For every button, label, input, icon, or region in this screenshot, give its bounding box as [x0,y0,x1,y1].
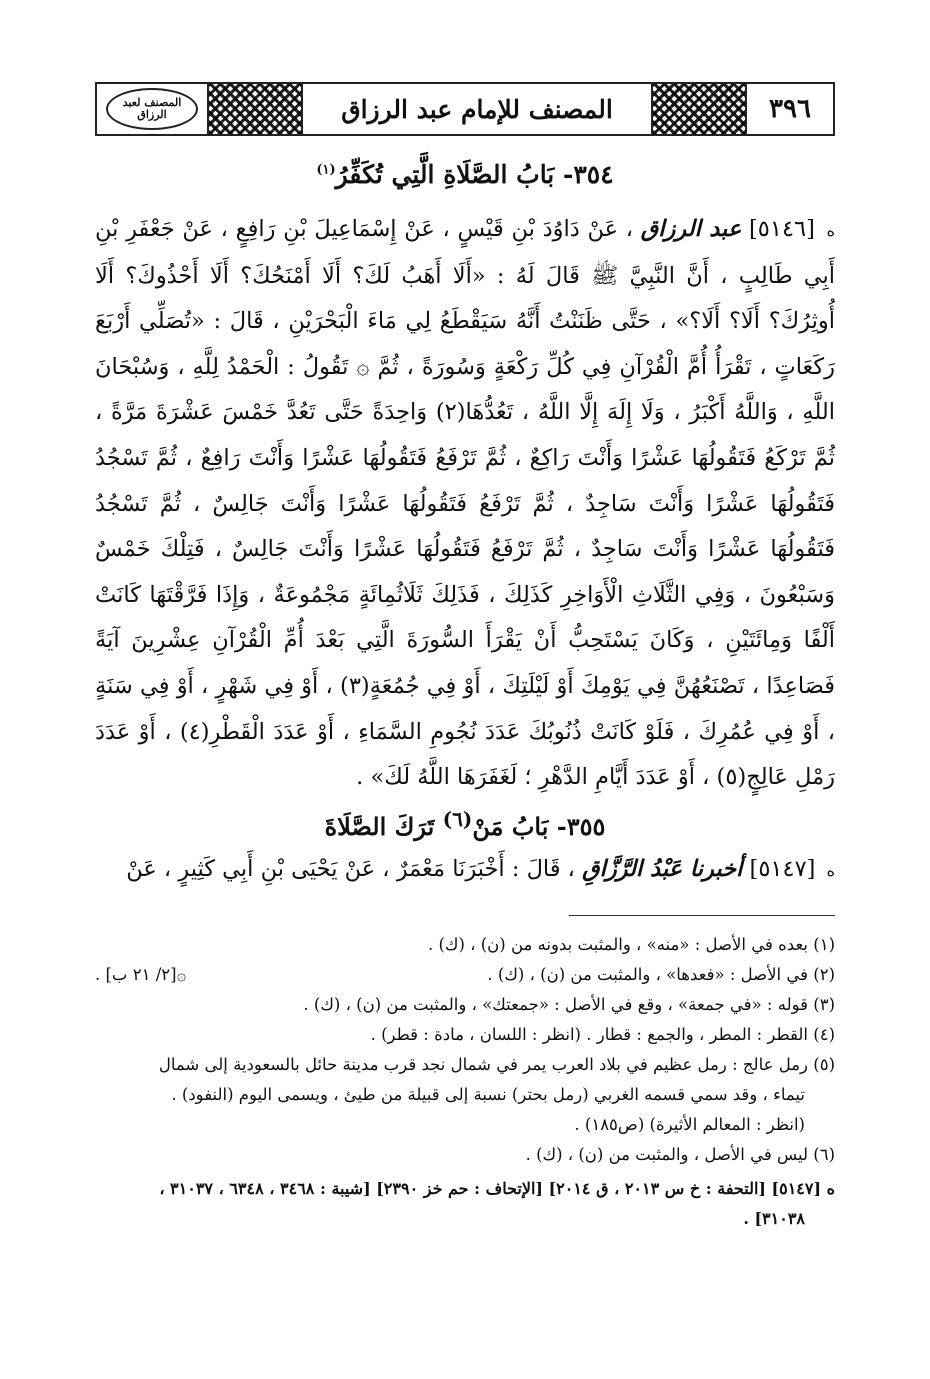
seal-logo [97,84,209,134]
book-title: المصنف للإمام عبد الرزاق [341,94,613,124]
hadith-marker: ه [826,221,836,240]
chapter-355-title-before: ٣٥٥- بَابُ مَنْ [472,811,606,841]
ornament-right [651,84,745,134]
footnotes [95,930,835,1170]
hadith-text: ، عَنْ دَاوُدَ بْنِ قَيْسٍ ، عَنْ إِسْمَاعِيلَ بْنِ رَافِعٍ ، عَنْ جَعْفَرِ بْنِ أَبِي طَالِبٍ ، أَنَّ النَّبِيَّ ﷺ قَالَ لَهُ : «أَلَا أَهَبُ لَكَ؟ أَلَا أَمْنَحُكَ؟ أَلَا أَحْذُوكَ؟ أَلَا أُوثِرُكَ؟ أَلَا؟ أَلَا؟» ، حَتَّى ظَنَنْتُ أَنَّهُ سَيَقْطَعُ لِي مَاءَ الْبَحْرَيْنِ ، قَالَ : «تُصَلِّي أَرْبَعَ رَكَعَاتٍ ، تَقْرَأُ أُمَّ الْقُرْآنِ فِي كُلِّ رَكْعَةٍ وَسُورَةً ، ثُمَّ ۞ تَقُولُ : الْحَمْدُ لِلَّهِ ، وَسُبْحَانَ اللَّهِ ، وَاللَّهُ أَكْبَرُ ، وَلَا إِلَهَ إِلَّا اللَّهُ ، تَعُدُّهَا(٢) وَاحِدَةً حَتَّى تَعُدَّ خَمْسَ عَشْرَةَ مَرَّةً ، ثُمَّ تَرْكَعُ فَتَقُولُهَا عَشْرًا وَأَنْتَ رَاكِعٌ ، ثُمَّ تَرْفَعُ فَتَقُولُهَا عَشْرًا وَأَنْتَ رَافِعٌ ، ثُمَّ تَسْجُدُ فَتَقُولُهَا عَشْرًا وَأَنْتَ سَاجِدٌ ، ثُمَّ تَرْفَعُ فَتَقُولُهَا عَشْرًا وَأَنْتَ جَالِسٌ ، ثُمَّ تَسْجُدُ فَتَقُولُهَا عَشْرًا وَأَنْتَ سَاجِدٌ ، ثُمَّ تَرْفَعُ فَتَقُولُهَا عَشْرًا وَأَنْتَ جَالِسٌ ، فَتِلْكَ خَمْسٌ وَسَبْعُونَ ، وَفِي الثَّلَاثِ الْأَوَاخِرِ كَذَلِكَ ، فَذَلِكَ ثَلَاثُمِائَةٍ مَجْمُوعَةٌ ، وَإِذَا فَرَّقْتَهَا كَانَتْ أَلْفًا وَمِائَتَيْنِ ، وَكَانَ يَسْتَحِبُّ أَنْ يَقْرَأَ السُّورَةَ الَّتِي بَعْدَ أُمِّ الْقُرْآنِ عِشْرِينَ آيَةً فَصَاعِدًا ، تَصْنَعُهُنَّ فِي يَوْمِكَ أَوْ لَيْلَتِكَ ، أَوْ فِي جُمُعَةٍ(٣) ، أَوْ فِي شَهْرٍ ، أَوْ فِي سَنَةٍ ، أَوْ فِي عُمُرِكَ ، فَلَوْ كَانَتْ ذُنُوبُكَ عَدَدَ نُجُومِ السَّمَاءِ ، أَوْ عَدَدَ الْقَطْرِ(٤) ، أَوْ عَدَدَ رَمْلِ عَالِجٍ(٥) ، أَوْ عَدَدَ أَيَّامِ الدَّهْرِ ؛ لَغَفَرَهَا اللَّهُ لَكَ» . [95,216,836,791]
ornament-left [209,84,303,134]
hadith-number: [٥١٤٦] [749,216,815,242]
footnote-3: (٣) قوله : «في جمعة» ، وقع في الأصل : «جمعتك» ، والمثبت من (ن) ، (ك) . [303,994,835,1014]
chapter-355-title-after: تَرَكَ الصَّلَاةَ [324,811,435,841]
running-header [95,82,835,136]
footnote-4: (٤) القطر : المطر ، والجمع : قطار . (انظر : اللسان ، مادة : قطر) . [370,1024,835,1044]
chapter-355-note: (٦) [442,806,473,831]
hadith-marker: ه [826,860,835,880]
footnote-divider [569,915,835,916]
footnote-2: (٢) في الأصل : «فعدها» ، والمثبت من (ن) ، (ك) . [487,964,835,984]
page-number: ٣٩٦ [745,84,833,134]
hadith-5147 [95,847,835,893]
footnote-5-line-3: (انظر : المعالم الأثيرة) (ص١٨٥) . [574,1114,805,1134]
hadith-5146 [95,207,835,801]
hadith-narrator: عبد الرزاق [640,216,742,242]
takhrij-line-1: ه [٥١٤٧] [التحفة : خ س ٢٠١٣ ، ق ٢٠١٤] [الإتحاف : حم خز ٢٣٩٠] [شيبة : ٣٤٦٨ ، ٦٣٤٨ ، ٣١٠٣٧ ، [159,1178,835,1198]
footnote-folio: ۞[٢/ ٢١ ب] . [95,964,187,984]
takhrij-note [95,1174,835,1234]
footnote-1: (١) بعده في الأصل : «منه» ، والمثبت بدونه من (ن) ، (ك) . [427,934,835,954]
hadith-text: ، قَالَ : أَخْبَرَنَا مَعْمَرٌ ، عَنْ يَحْيَى بْنِ أَبِي كَثِيرٍ ، عَنْ [126,855,575,882]
footnote-6: (٦) ليس في الأصل ، والمثبت من (ن) ، (ك) . [525,1144,835,1164]
hadith-narrator: أخبرنا عَبْدُ الرَّزَّاقِ [582,855,743,882]
footnote-5-line-1: (٥) رمل عالج : رمل عظيم في بلاد العرب يمر في شمال نجد قرب مدينة حائل بالسعودية إلى شمال [158,1054,835,1074]
chapter-355-heading [95,807,835,841]
takhrij-line-2: ٣١٠٣٨] . [743,1208,805,1228]
chapter-354-title: ٣٥٤- بَابُ الصَّلَاةِ الَّتِي تُكَفِّرُ [335,160,614,189]
hadith-number: [٥١٤٧] [749,855,816,882]
chapter-354-note: (١) [316,162,336,178]
footnote-2-row [95,960,835,990]
chapter-354-heading [95,160,835,189]
page [95,82,835,1234]
footnote-5-line-2: تيماء ، وقد سمي قسمه الغربي (رمل بحتر) نسبة إلى قبيلة من طيئ ، ويسمى اليوم (النفود) . [171,1084,805,1104]
seal-text: المصنف لعبد الرزاق [106,88,198,130]
